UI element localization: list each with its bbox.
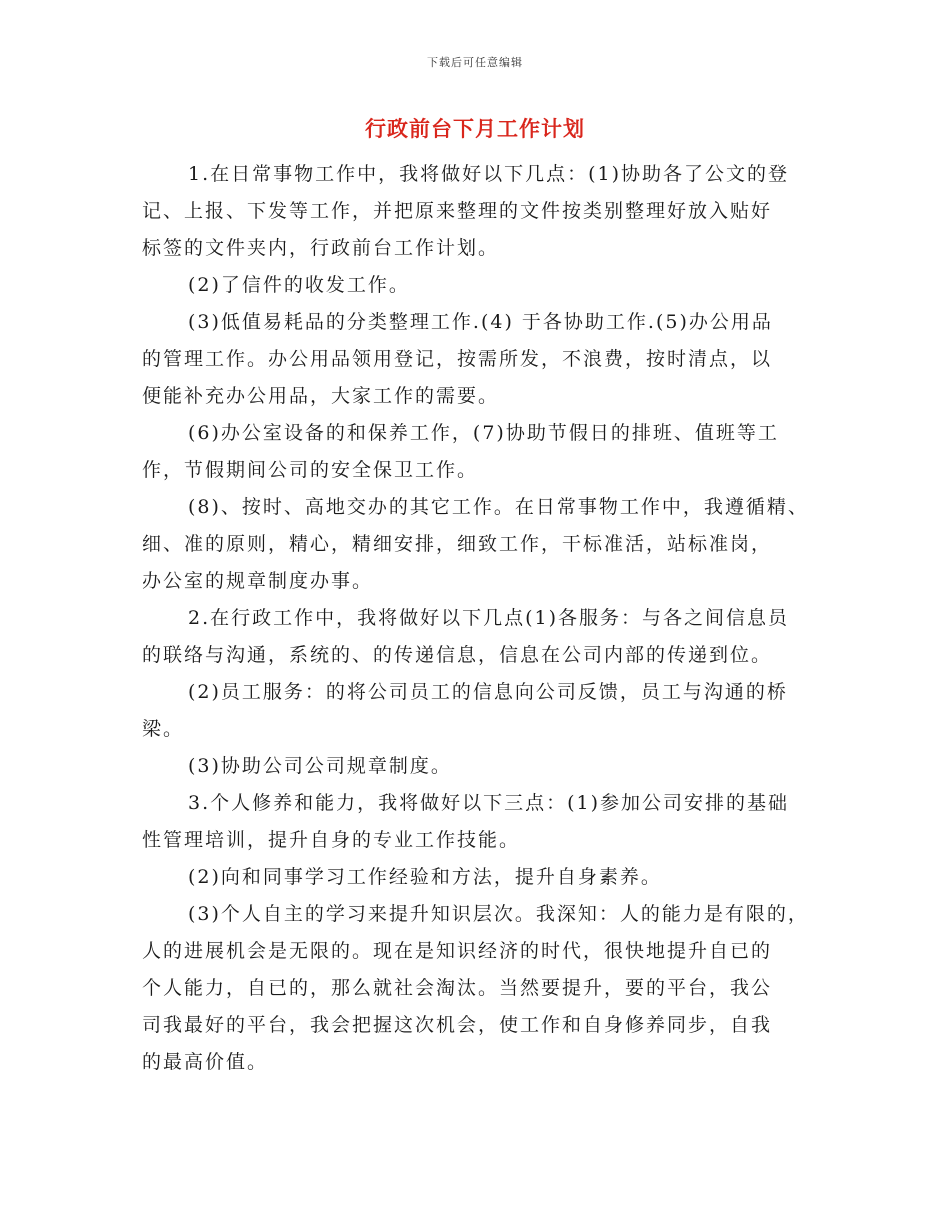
paragraph-1: 1.在日常事物工作中，我将做好以下几点：(1)协助各了公文的登 记、上报、下发等工作，并把原来整理的文件按类别整理好放入贴好 标签的文件夹内，行政前台工作计划。 [142,163,790,259]
document-body [142,156,832,1081]
paragraph-7: (2)员工服务：的将公司员工的信息向公司反馈，员工与沟通的桥 梁。 [142,681,788,740]
paragraph-9: 3.个人修养和能力，我将做好以下三点：(1)参加公司安排的基础 性管理培训，提升自身的专业工作技能。 [142,792,790,851]
paragraph-8: (3)协助公司公司规章制度。 [188,755,452,777]
paragraph-10: (2)向和同事学习工作经验和方法，提升自身素养。 [188,866,662,888]
paragraph-2: (2)了信件的收发工作。 [188,274,410,296]
paragraph-5: (8)、按时、高地交办的其它工作。在日常事物工作中，我遵循精、 细、准的原则，精心，精细安排，细致工作，干标准活，站标准岗， 办公室的规章制度办事。 [142,496,809,592]
paragraph-3: (3)低值易耗品的分类整理工作.(4) 于各协助工作.(5)办公用品 的管理工作。办公用品领用登记，按需所发，不浪费，按时清点，以 便能补充办公用品，大家工作的需要。 [142,311,773,407]
paragraph-4: (6)办公室设备的和保养工作，(7)协助节假日的排班、值班等工 作，节假期间公司的安全保卫工作。 [142,422,779,481]
paragraph-11: (3)个人自主的学习来提升知识层次。我深知：人的能力是有限的， 人的进展机会是无限的。现在是知识经济的时代，很快地提升自已的 个人能力，自已的，那么就社会淘汰。当然要提升，要的平台，我公 司我最好的平台，我会把握这次机会，使工作和自身修养同步，自我 的最高价值。 [142,903,809,1073]
document-title: 行政前台下月工作计划 [365,117,585,141]
paragraph-6: 2.在行政工作中，我将做好以下几点(1)各服务：与各之间信息员 的联络与沟通，系统的、的传递信息，信息在公司内部的传递到位。 [142,607,790,666]
header-note: 下载后可任意编辑 [427,56,523,69]
